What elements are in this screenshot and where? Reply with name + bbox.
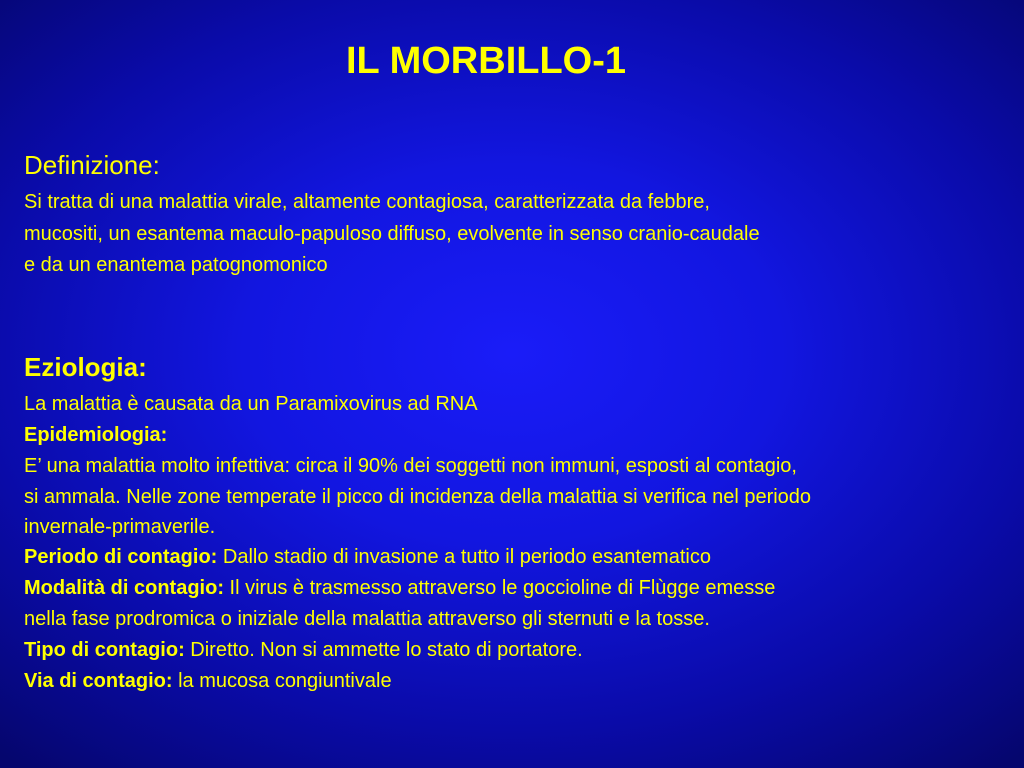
slide-title <box>0 40 1024 83</box>
via-contagio-label: Via di contagio: <box>24 670 173 692</box>
tipo-contagio-text: Diretto. Non si ammette lo stato di portatore. <box>184 639 583 661</box>
epidemiologia-line-1: E’ una malattia molto infettiva: circa il 90% dei soggetti non immuni, esposti al contagio, <box>24 455 797 477</box>
modalita-contagio-continuation: nella fase prodromica o iniziale della malattia attraverso gli sternuti e la tosse. <box>24 608 710 630</box>
periodo-contagio <box>24 546 711 568</box>
tipo-contagio-label: Tipo di contagio: <box>24 639 185 661</box>
epidemiologia-line-3: invernale-primaverile. <box>24 516 216 538</box>
periodo-contagio-text: Dallo stadio di invasione a tutto il periodo esantematico <box>217 546 711 568</box>
slide-title-text: IL MORBILLO-1 <box>345 40 627 82</box>
definizione-line-2: mucositi, un esantema maculo-papuloso diffuso, evolvente in senso cranio-caudale <box>24 223 760 245</box>
via-contagio <box>24 670 392 692</box>
definizione-line-1: Si tratta di una malattia virale, altamente contagiosa, caratterizzata da febbre, <box>24 191 710 213</box>
definizione-line-3: e da un enantema patognomonico <box>24 254 328 276</box>
tipo-contagio <box>24 639 583 661</box>
definizione-heading-colon: : <box>152 150 160 180</box>
modalita-contagio-label: Modalità di contagio: <box>24 577 224 599</box>
modalita-contagio-text: Il virus è trasmesso attraverso le goccioline di Flùgge emesse <box>224 577 776 599</box>
definizione-heading <box>24 150 160 181</box>
epidemiologia-label: Epidemiologia: <box>24 424 168 446</box>
eziologia-heading: Eziologia: <box>24 352 147 382</box>
definizione-heading-text: Definizione <box>24 150 153 180</box>
eziologia-text: La malattia è causata da un Paramixovirus ad RNA <box>24 393 478 415</box>
periodo-contagio-label: Periodo di contagio: <box>24 546 218 568</box>
epidemiologia-line-2: si ammala. Nelle zone temperate il picco di incidenza della malattia si verifica nel periodo <box>24 486 812 508</box>
modalita-contagio <box>24 577 775 599</box>
via-contagio-text: la mucosa congiuntivale <box>172 670 392 692</box>
